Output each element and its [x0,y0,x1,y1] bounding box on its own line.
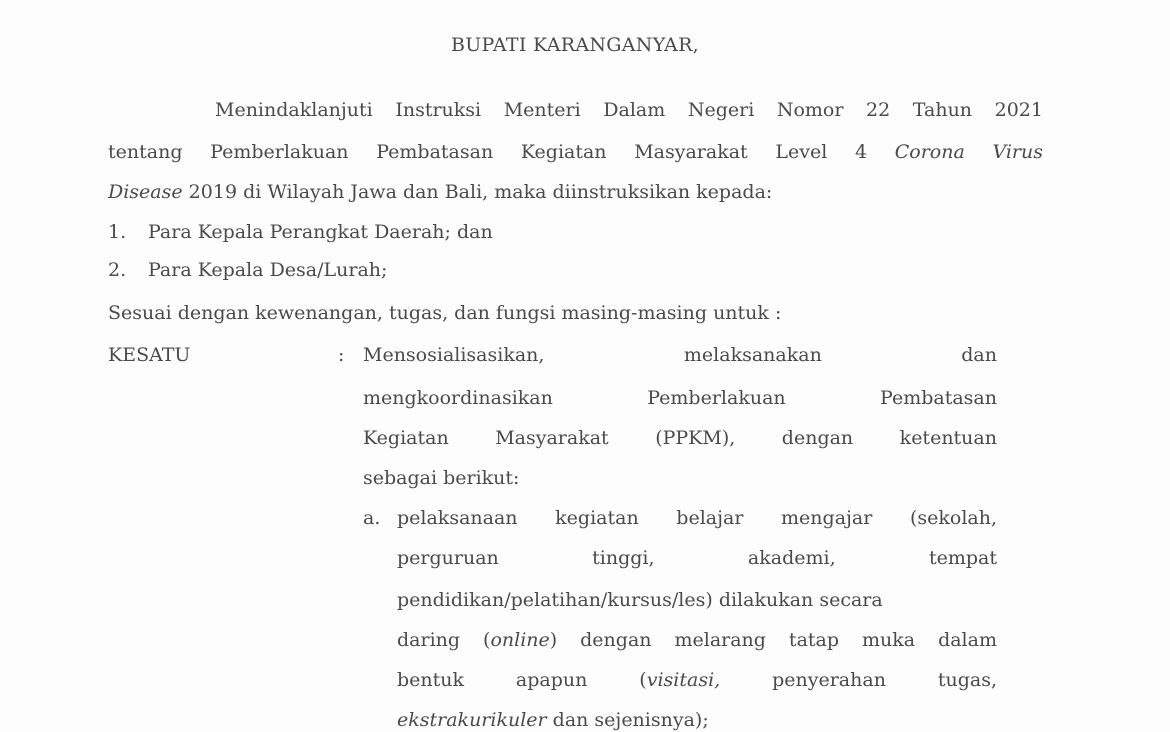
item-text: daring ( [397,629,491,651]
item-text: ) dengan melarang tatap muka dalam [549,629,997,651]
intro-line-2 [108,140,1043,164]
kesatu-line-1: Mensosialisasikan, melaksanakan dan [363,344,997,366]
kesatu-line-4: sebagai berikut: [363,467,520,489]
list-text: Para Kepala Perangkat Daerah; dan [148,221,493,243]
recipient-1 [108,220,493,244]
kesatu-line-3: Kegiatan Masyarakat (PPKM), dengan ketentuan [363,427,997,449]
kesatu-colon: : [338,344,345,366]
intro-line-1: Menindaklanjuti Instruksi Menteri Dalam Negeri Nomor 22 Tahun 2021 [215,99,1043,121]
item-a-line-4 [397,628,997,652]
intro-line-3 [108,180,772,204]
list-number: 1. [108,221,127,243]
list-number: 2. [108,259,127,281]
intro-text: 2019 di Wilayah Jawa dan Bali, maka diinstruksikan kepada: [182,181,773,203]
scope-text: Sesuai dengan kewenangan, tugas, dan fungsi masing-masing untuk : [108,302,782,324]
list-text: Para Kepala Desa/Lurah; [148,259,388,281]
document-title: BUPATI KARANGANYAR, [450,34,700,56]
kesatu-label: KESATU [108,344,191,366]
item-italic: visitasi, [646,669,721,691]
item-a-line-5 [397,668,997,692]
item-italic: online [490,629,550,651]
item-text: dan sejenisnya); [546,709,709,731]
item-text: penyerahan tugas, [720,669,997,691]
item-a-marker: a. [363,507,381,529]
item-a-line-6 [397,708,709,732]
kesatu-line-2: mengkoordinasikan Pemberlakuan Pembatasan [363,387,997,409]
intro-italic: Disease [108,181,183,203]
item-italic: ekstrakurikuler [397,709,547,731]
item-a-line-3: pendidikan/pelatihan/kursus/les) dilakukan secara [397,589,883,611]
recipient-2 [108,258,388,282]
intro-text: tentang Pemberlakuan Pembatasan Kegiatan Masyarakat Level 4 [108,141,868,163]
intro-italic: Corona Virus [894,141,1043,163]
item-a-line-1: pelaksanaan kegiatan belajar mengajar (sekolah, [397,507,997,529]
item-text: bentuk apapun ( [397,669,647,691]
item-a-line-2: perguruan tinggi, akademi, tempat [397,547,997,569]
